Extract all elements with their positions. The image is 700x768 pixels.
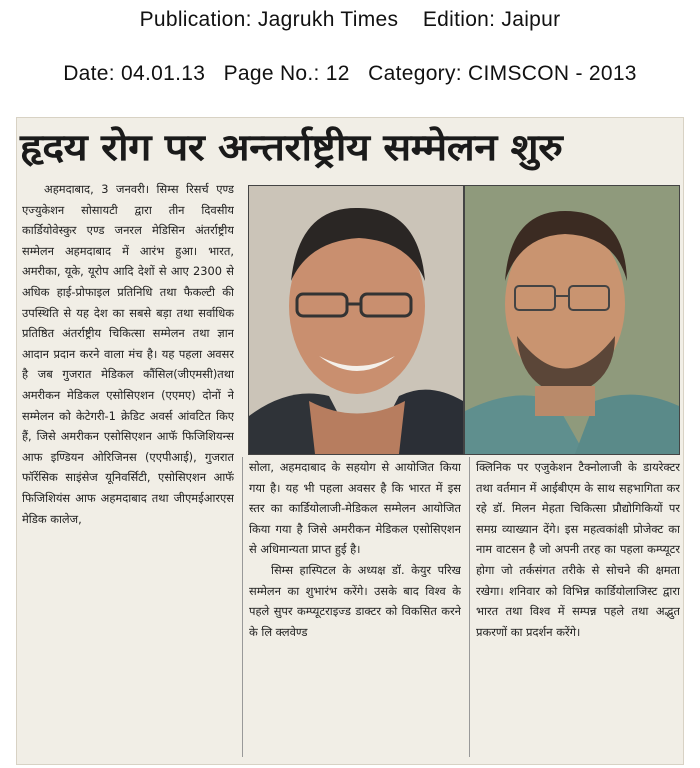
article-column-1 [22,179,234,761]
article-column-2 [249,457,461,761]
column-2-paragraph-2: सिम्स हास्पिटल के अध्यक्ष डॉ. केयुर परिख सम्मेलन का शुभारंभ करेंगे। उसके बाद विश्व के पहले सुपर कम्प्यूटराइज्ड डाक्टर को विकसित करने के लि क्लवेण्ड [249,562,461,639]
column-divider [242,457,243,757]
publication-edition-line: Publication: Jagrukh Times Edition: Jaipur [139,8,561,31]
article-column-3 [476,457,680,761]
article-headline: हृदय रोग पर अन्तर्राष्ट्रीय सम्मेलन शुरु [20,126,563,169]
portrait-left-image [249,186,463,454]
portrait-photo-right [464,185,680,455]
column-3-text: क्लिनिक पर एजुकेशन टैक्नोलाजी के डायरेक्टर तथा वर्तमान में आईबीएम के साथ सहभागिता कर रहे डॉ. मिलन मेहता चिकित्सा प्रौद्योगिकियों पर समग्र व्याख्यान देंगे। इस महत्वकांक्षी प्रोजेक्ट का नाम वाटसन है जो अपनी तरह का पहला कम्प्यूटर होगा जो तर्कसंगत तरीके से सोचने की क्षमता रखेगा। शनिवार को विभिन्न कार्डियोलाजिस्ट द्वारा भारत तथा विश्व में सम्पन्न पहले तथा अद्भुत प्रकरणों का प्रदर्शन करेंगे। [476,460,680,639]
portrait-right-image [465,186,679,454]
column-divider [469,457,470,757]
column-2-paragraph-1: सोला, अहमदाबाद के सहयोग से आयोजित किया गया है। यह भी पहला अवसर है कि भारत में इस स्तर का कार्डियोलाजी-मेडिकल सम्मेलन आयोजित किया गया है जिसे अमरीकन मेडिकल एसोसिएशन से अधिमान्यता प्राप्त हुई है। [249,460,461,557]
date-page-category-line: Date: 04.01.13 Page No.: 12 Category: CIMSCON - 2013 [63,62,637,85]
column-1-text: अहमदाबाद, 3 जनवरी। सिम्स रिसर्च एण्ड एज्युकेशन सोसायटी द्वारा तीन दिवसीय कार्डियोवेस्कुर एण्ड जनरल मेडिसिन अंतर्राष्ट्रीय सम्मेलन अहमदाबाद में आरंभ हुआ। भारत, अमरीका, यूके, यूरोप आदि देशों से आए 2300 से अधिक हाई-प्रोफाइल प्रतिनिधि तथा फैकल्टी की उपस्थिति से यह देश का सबसे बड़ा तथा सर्वाधिक प्रतिष्ठित अंतर्राष्ट्रीय चिकित्सा सम्मेलन तथा ज्ञान आदान प्रदान करने वाला मंच है। यह पहला अवसर है जब गुजरात मेडिकल कौंसिल(जीएमसी)तथा अमरीकन मेडिकल एसोसिएशन (एएमए) दोनों ने सम्मेलन को केटेगरी-1 क्रेडिट अवर्स आंवटित किए हैं, जिसे अमरीकन एसोसिएशन आफॅ फिजिशियन्स आफ इण्डियन ओरिजिनस (एएपीआई), गुजरात फॉरेंसिक साइंसेज यूनिवर्सिटी, एसोसिएशन आफॅ फिजिशियंस आफ अहमदाबाद तथा जीएमईआरएस मेडिक कालेज, [22,182,234,526]
portrait-photo-left [248,185,464,455]
newspaper-clipping [16,117,684,765]
